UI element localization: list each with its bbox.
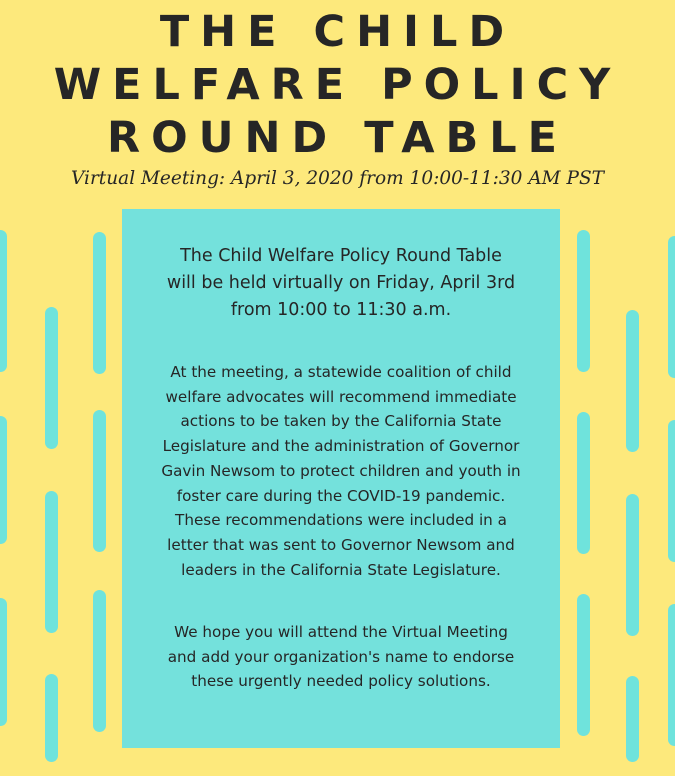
closing-line: these urgently needed policy solutions. bbox=[191, 672, 491, 691]
intro-line: will be held virtually on Friday, April 3rd bbox=[166, 273, 516, 293]
intro-line: from 10:00 to 11:30 a.m. bbox=[230, 300, 452, 320]
closing-paragraph bbox=[122, 620, 560, 694]
decorative-dash bbox=[668, 604, 675, 746]
closing-line: and add your organization's name to endorse bbox=[167, 647, 515, 666]
details-line: letter that was sent to Governor Newsom and bbox=[167, 535, 515, 554]
decorative-dash bbox=[577, 230, 590, 372]
info-panel bbox=[122, 209, 560, 748]
decorative-dash bbox=[45, 674, 58, 762]
decorative-dash bbox=[626, 676, 639, 762]
decorative-dash bbox=[668, 420, 675, 562]
decorative-dash bbox=[93, 232, 106, 374]
details-line: Legislature and the administration of Governor bbox=[162, 437, 520, 456]
decorative-dash bbox=[93, 410, 106, 552]
title-line-3: ROUND TABLE bbox=[106, 113, 569, 163]
poster-title bbox=[0, 6, 675, 165]
decorative-dash bbox=[577, 594, 590, 736]
details-line: Gavin Newsom to protect children and youth in bbox=[161, 461, 521, 480]
details-line: welfare advocates will recommend immediate bbox=[165, 387, 517, 406]
decorative-dash bbox=[0, 598, 7, 726]
details-line: These recommendations were included in a bbox=[175, 511, 507, 530]
title-line-2: WELFARE POLICY bbox=[53, 60, 622, 110]
decorative-dash bbox=[668, 236, 675, 378]
details-line: At the meeting, a statewide coalition of child bbox=[170, 363, 512, 381]
decorative-dash bbox=[93, 590, 106, 732]
details-line: foster care during the COVID-19 pandemic. bbox=[176, 486, 506, 505]
details-line: actions to be taken by the California State bbox=[180, 412, 502, 431]
intro-paragraph bbox=[122, 243, 560, 324]
details-paragraph bbox=[122, 360, 560, 582]
details-line: leaders in the California State Legislature. bbox=[181, 560, 501, 579]
decorative-dash bbox=[0, 416, 7, 544]
decorative-dash bbox=[626, 494, 639, 636]
decorative-dash bbox=[577, 412, 590, 554]
decorative-dash bbox=[45, 307, 58, 449]
intro-line: The Child Welfare Policy Round Table bbox=[180, 246, 502, 266]
closing-line: We hope you will attend the Virtual Meeting bbox=[174, 623, 508, 641]
decorative-dash bbox=[626, 310, 639, 452]
decorative-dash bbox=[45, 491, 58, 633]
title-line-1: THE CHILD bbox=[159, 7, 516, 57]
decorative-dash bbox=[0, 230, 7, 372]
meeting-subtitle: Virtual Meeting: April 3, 2020 from 10:00-11:30 AM PST bbox=[71, 168, 604, 189]
